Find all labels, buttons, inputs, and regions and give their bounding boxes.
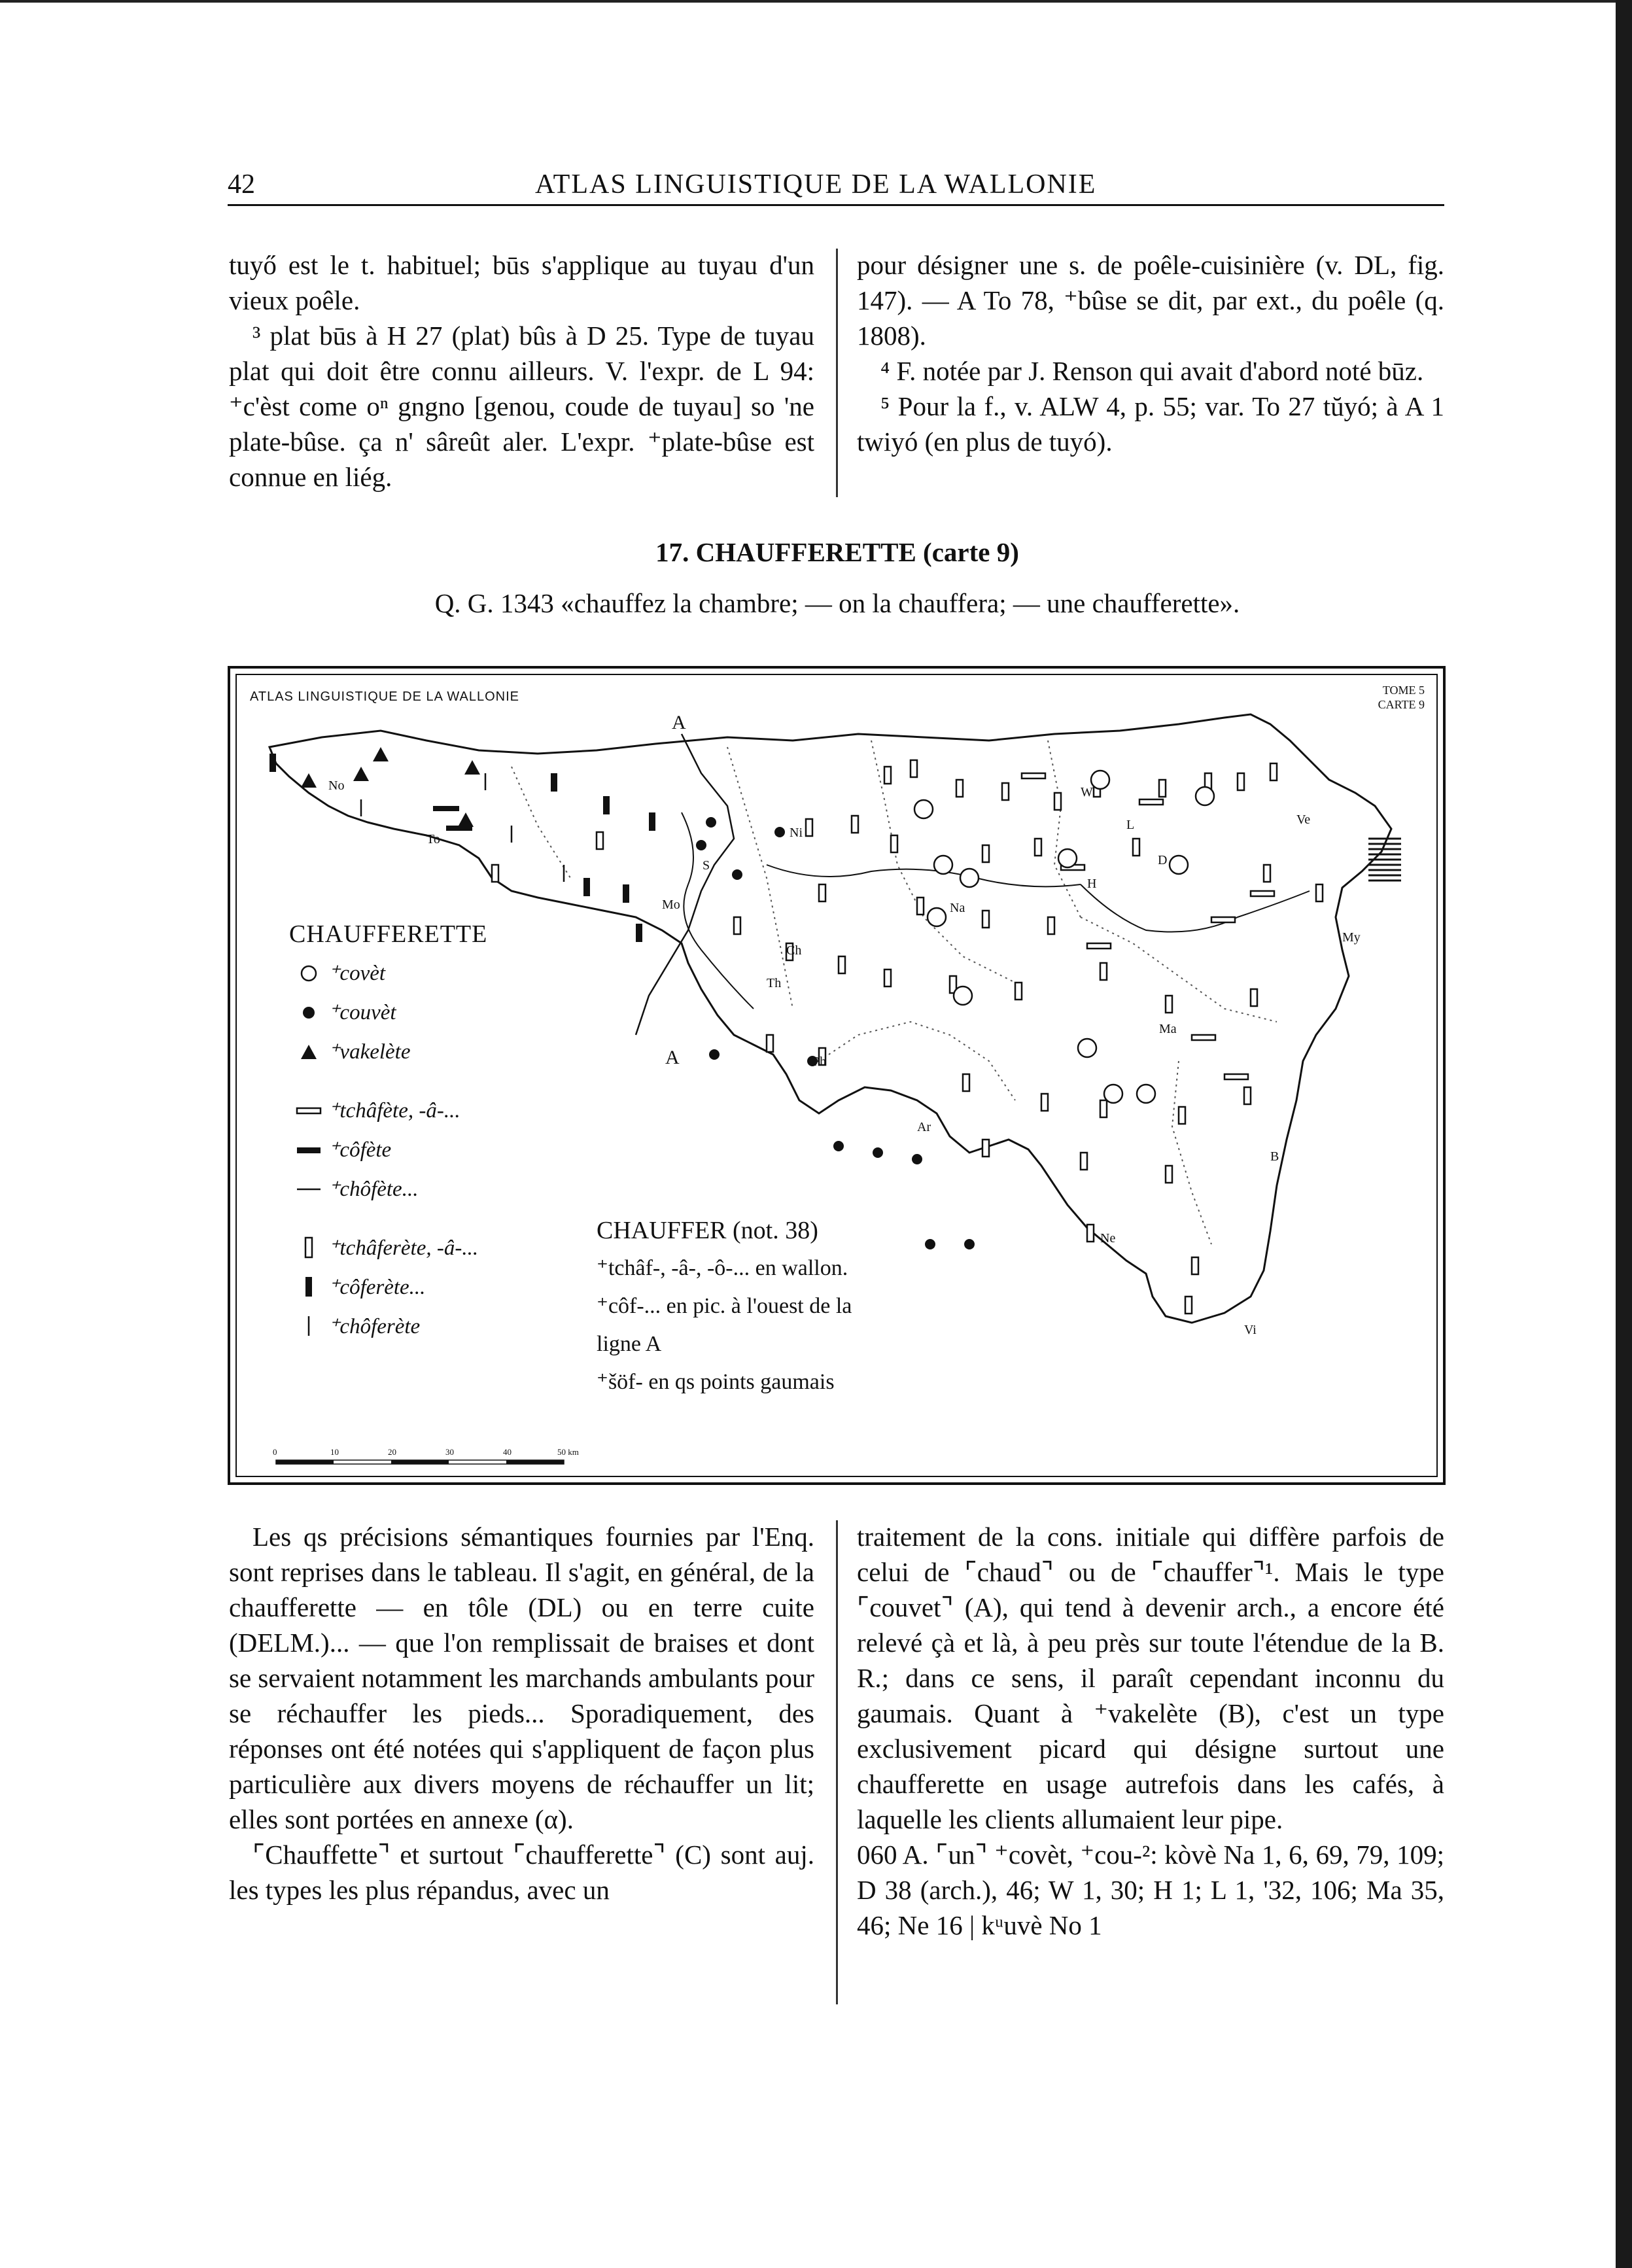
open-bar-horizontal-icon xyxy=(294,1101,323,1121)
legend-label: ⁺tchâferète, -â-... xyxy=(328,1236,479,1260)
place-label: To xyxy=(426,832,440,846)
legend-row xyxy=(289,993,487,1032)
map-legend xyxy=(289,915,487,1346)
bottom-left-column xyxy=(229,1519,814,1908)
legend-label: ⁺couvèt xyxy=(328,1001,396,1024)
place-label: Th xyxy=(767,976,782,990)
chauffer-note xyxy=(597,1212,852,1401)
place-label: Vi xyxy=(1244,1323,1257,1337)
thin-line-vertical-icon xyxy=(299,1314,319,1340)
place-label: D xyxy=(1158,853,1168,867)
page-number: 42 xyxy=(228,169,255,200)
scale-label: 10 xyxy=(330,1447,339,1457)
scale-label: 40 xyxy=(503,1447,512,1457)
column-divider xyxy=(836,1520,838,2004)
legend-row xyxy=(289,1091,487,1130)
map-scale-bar xyxy=(269,1447,727,1467)
paragraph: pour désigner une s. de poêle-cuisinière (v. DL, fig. 147). — A To 78, ⁺bûse se dit, par ext., du poêle (q. 1808). xyxy=(857,250,1444,351)
bottom-right-column xyxy=(857,1519,1444,1943)
note-title: CHAUFFER (not. 38) xyxy=(597,1217,818,1244)
dialect-map xyxy=(228,666,1446,1485)
paragraph: Les qs précisions sémantiques fournies par l'Enq. sont reprises dans le tableau. Il s'agit, en général, de la chaufferette — en tôle (DL) ou en terre cuite (DELM.)... — que l'on remplissait de braises et dont se servaient notamment les marchands ambulants pour se réchauffer les pieds... Sporadiquement, des réponses ont été notées qui s'appliquent de façon plus particulière aux divers moyens de réchauffer un lit; elles sont portées en annexe (α). xyxy=(229,1522,814,1834)
place-label: Ve xyxy=(1296,812,1311,827)
running-title: ATLAS LINGUISTIQUE DE LA WALLONIE xyxy=(535,169,1097,200)
place-label: S xyxy=(703,858,710,873)
place-label: My xyxy=(1342,930,1361,945)
legend-label: ⁺côfète xyxy=(328,1138,392,1162)
place-label: B xyxy=(1270,1149,1279,1164)
line-a-label-top: A xyxy=(672,712,686,733)
scan-edge-right xyxy=(1616,0,1632,2268)
paragraph: traitement de la cons. initiale qui diffère parfois de celui de ⌜chaud⌝ ou de ⌜chauffer⌝¹. Mais le type ⌜couvet⌝ (A), qui tend à devenir arch., a encore été relevé çà et là, à peu près sur toute l'étendue de la B. R.; dans ce sens, il paraît cependant inconnu du gaumais. Quant à ⁺vakelète (B), c'est un type exclusivement picard qui désigne surtout une chaufferette en usage autrefois dans les cafés, à laquelle les clients allumaient leur pipe. xyxy=(857,1522,1444,1834)
legend-row xyxy=(289,1268,487,1307)
legend-row xyxy=(289,1130,487,1170)
filled-bar-horizontal-icon xyxy=(294,1140,323,1160)
note-line: ⁺côf-... en pic. à l'ouest de la xyxy=(597,1294,852,1318)
paragraph: tuyő est le t. habituel; būs s'applique au tuyau d'un vieux poêle. xyxy=(229,250,814,315)
legend-label: ⁺covèt xyxy=(328,962,386,985)
top-right-column xyxy=(857,247,1444,459)
note-line: ⁺šöf- en qs points gaumais xyxy=(597,1370,835,1394)
paragraph: ⌜Chauffette⌝ et surtout ⌜chaufferette⌝ (C) sont auj. les types les plus répandus, avec un xyxy=(229,1840,814,1905)
scan-edge-top xyxy=(0,0,1632,3)
legend-label: ⁺tchâfète, -â-... xyxy=(328,1099,460,1123)
section-question: Q. G. 1343 «chauffez la chambre; — on la chauffera; — une chaufferette». xyxy=(434,588,1240,618)
legend-title: CHAUFFERETTE xyxy=(289,920,488,948)
map-header-title: ATLAS LINGUISTIQUE DE LA WALLONIE xyxy=(250,689,519,704)
paragraph: ⁴ F. notée par J. Renson qui avait d'abord noté būz. xyxy=(880,356,1424,386)
place-label: Ne xyxy=(1100,1231,1116,1246)
legend-row xyxy=(289,1032,487,1072)
place-label: No xyxy=(328,778,345,793)
paragraph: ⁵ Pour la f., v. ALW 4, p. 55; var. To 27 tŭyó; à A 1 twiyó (en plus de tuyó). xyxy=(857,391,1444,457)
paragraph: ³ plat būs à H 27 (plat) bûs à D 25. Type de tuyau plat qui doit être connu ailleurs. V. l'expr. de L 94: ⁺c'èst come oⁿ gngno [genou, coude de tuyau] so 'ne plate-bûse. ça n' sâreût aler. L'expr. ⁺plate-bûse est connue en liég. xyxy=(229,321,814,492)
scale-label: 0 xyxy=(273,1447,277,1457)
legend-label: ⁺chôfète... xyxy=(328,1178,419,1201)
column-divider xyxy=(836,249,838,497)
note-line: ligne A xyxy=(597,1332,662,1356)
legend-label: ⁺côferète... xyxy=(328,1276,426,1299)
scale-label: 20 xyxy=(388,1447,396,1457)
scale-label: 50 km xyxy=(557,1447,579,1457)
legend-label: ⁺chôferète xyxy=(328,1315,421,1338)
place-label: Na xyxy=(950,901,965,915)
place-label: Ch xyxy=(786,943,802,958)
filled-bar-vertical-icon xyxy=(299,1274,319,1300)
place-label: Ar xyxy=(917,1120,931,1134)
legend-row xyxy=(289,954,487,993)
thin-line-horizontal-icon xyxy=(294,1179,323,1199)
place-label: Ma xyxy=(1159,1022,1177,1036)
place-label: Mo xyxy=(662,898,680,912)
place-label: L xyxy=(1126,818,1135,832)
note-line: ⁺tchâf-, -â-, -ô-... en wallon. xyxy=(597,1256,848,1280)
legend-row xyxy=(289,1170,487,1209)
section-title: 17. CHAUFFERETTE (carte 9) xyxy=(655,537,1019,567)
filled-triangle-icon xyxy=(299,1042,319,1062)
legend-row xyxy=(289,1307,487,1346)
page-header xyxy=(228,165,1444,206)
line-a-label-bottom: A xyxy=(665,1047,680,1068)
open-circle-icon xyxy=(299,964,319,983)
tome-text: TOME 5 xyxy=(1382,684,1425,697)
place-label: H xyxy=(1087,877,1097,891)
filled-circle-icon xyxy=(299,1003,319,1022)
carte-text: CARTE 9 xyxy=(1378,698,1425,711)
paragraph: 060 A. ⌜un⌝ ⁺covèt, ⁺cou-²: kòvè Na 1, 6, 69, 79, 109; D 38 (arch.), 46; W 1, 30; H 1; L 1, '32, 106; Ma 35, 46; Ne 16 | kᵘuvè No 1 xyxy=(857,1840,1444,1940)
top-left-column xyxy=(229,247,814,495)
place-label: W xyxy=(1081,785,1093,799)
legend-row xyxy=(289,1229,487,1268)
scale-label: 30 xyxy=(445,1447,454,1457)
place-label: Ph xyxy=(812,1055,827,1069)
isogloss-line-a xyxy=(636,734,734,1035)
open-bar-vertical-icon xyxy=(299,1235,319,1261)
place-label: Ni xyxy=(790,826,803,840)
legend-label: ⁺vakelète xyxy=(328,1040,411,1064)
